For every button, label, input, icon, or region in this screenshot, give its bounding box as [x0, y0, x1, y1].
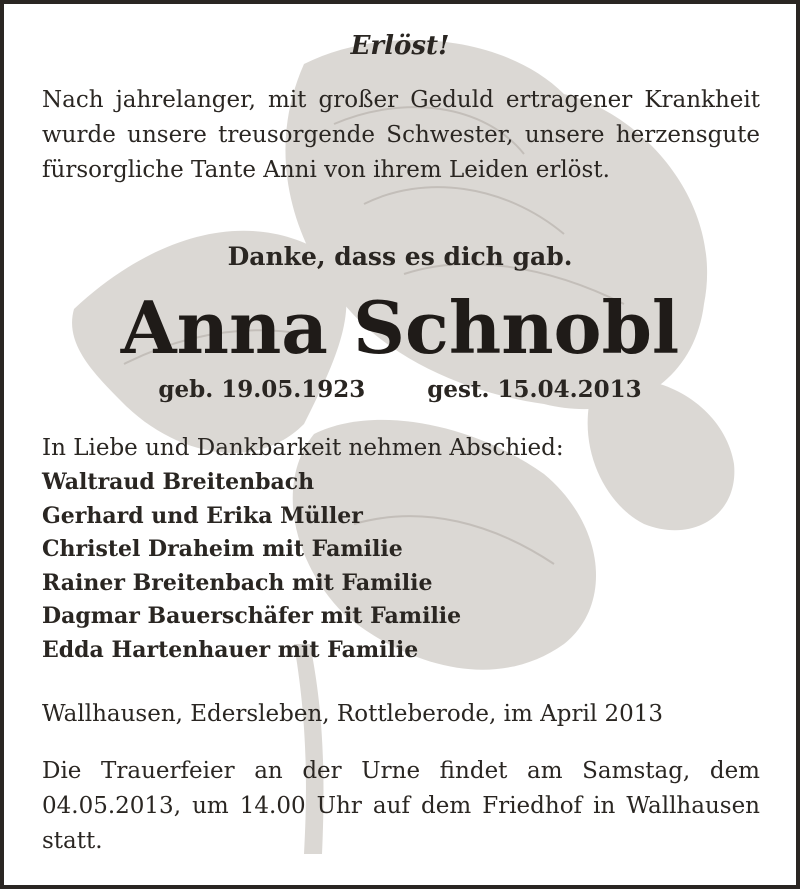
funeral-service-info: Die Trauerfeier an der Urne findet am Samstag, dem 04.05.2013, um 14.00 Uhr auf dem Friedhof in Wallhausen statt.: [42, 758, 760, 854]
life-dates: [4, 374, 796, 406]
mourner-name: Rainer Breitenbach mit Familie: [42, 569, 433, 596]
thanks-line: Danke, dass es dich gab.: [227, 242, 573, 271]
mourners-intro: In Liebe und Dankbarkeit nehmen Abschied:: [42, 435, 564, 461]
mourner-name: Christel Draheim mit Familie: [42, 536, 403, 563]
death-date: gest. 15.04.2013: [427, 376, 642, 403]
mourner-name: Dagmar Bauerschäfer mit Familie: [42, 603, 462, 630]
notice-heading: Erlöst!: [350, 31, 450, 61]
intro-paragraph: Nach jahrelanger, mit großer Geduld ertragener Krankheit wurde unsere treusorgende Schwester, unsere herzensgute fürsorgliche Tante Anni von ihrem Leiden erlöst.: [42, 87, 760, 183]
mourner-name: Gerhard und Erika Müller: [42, 502, 363, 529]
mourner-name: Waltraud Breitenbach: [42, 469, 315, 495]
place-date: Wallhausen, Edersleben, Rottleberode, im April 2013: [42, 701, 664, 727]
birth-date: geb. 19.05.1923: [158, 376, 366, 403]
deceased-name: Anna Schnobl: [120, 285, 680, 370]
mourner-name: Edda Hartenhauer mit Familie: [42, 636, 419, 663]
mourners-list: [42, 466, 760, 668]
